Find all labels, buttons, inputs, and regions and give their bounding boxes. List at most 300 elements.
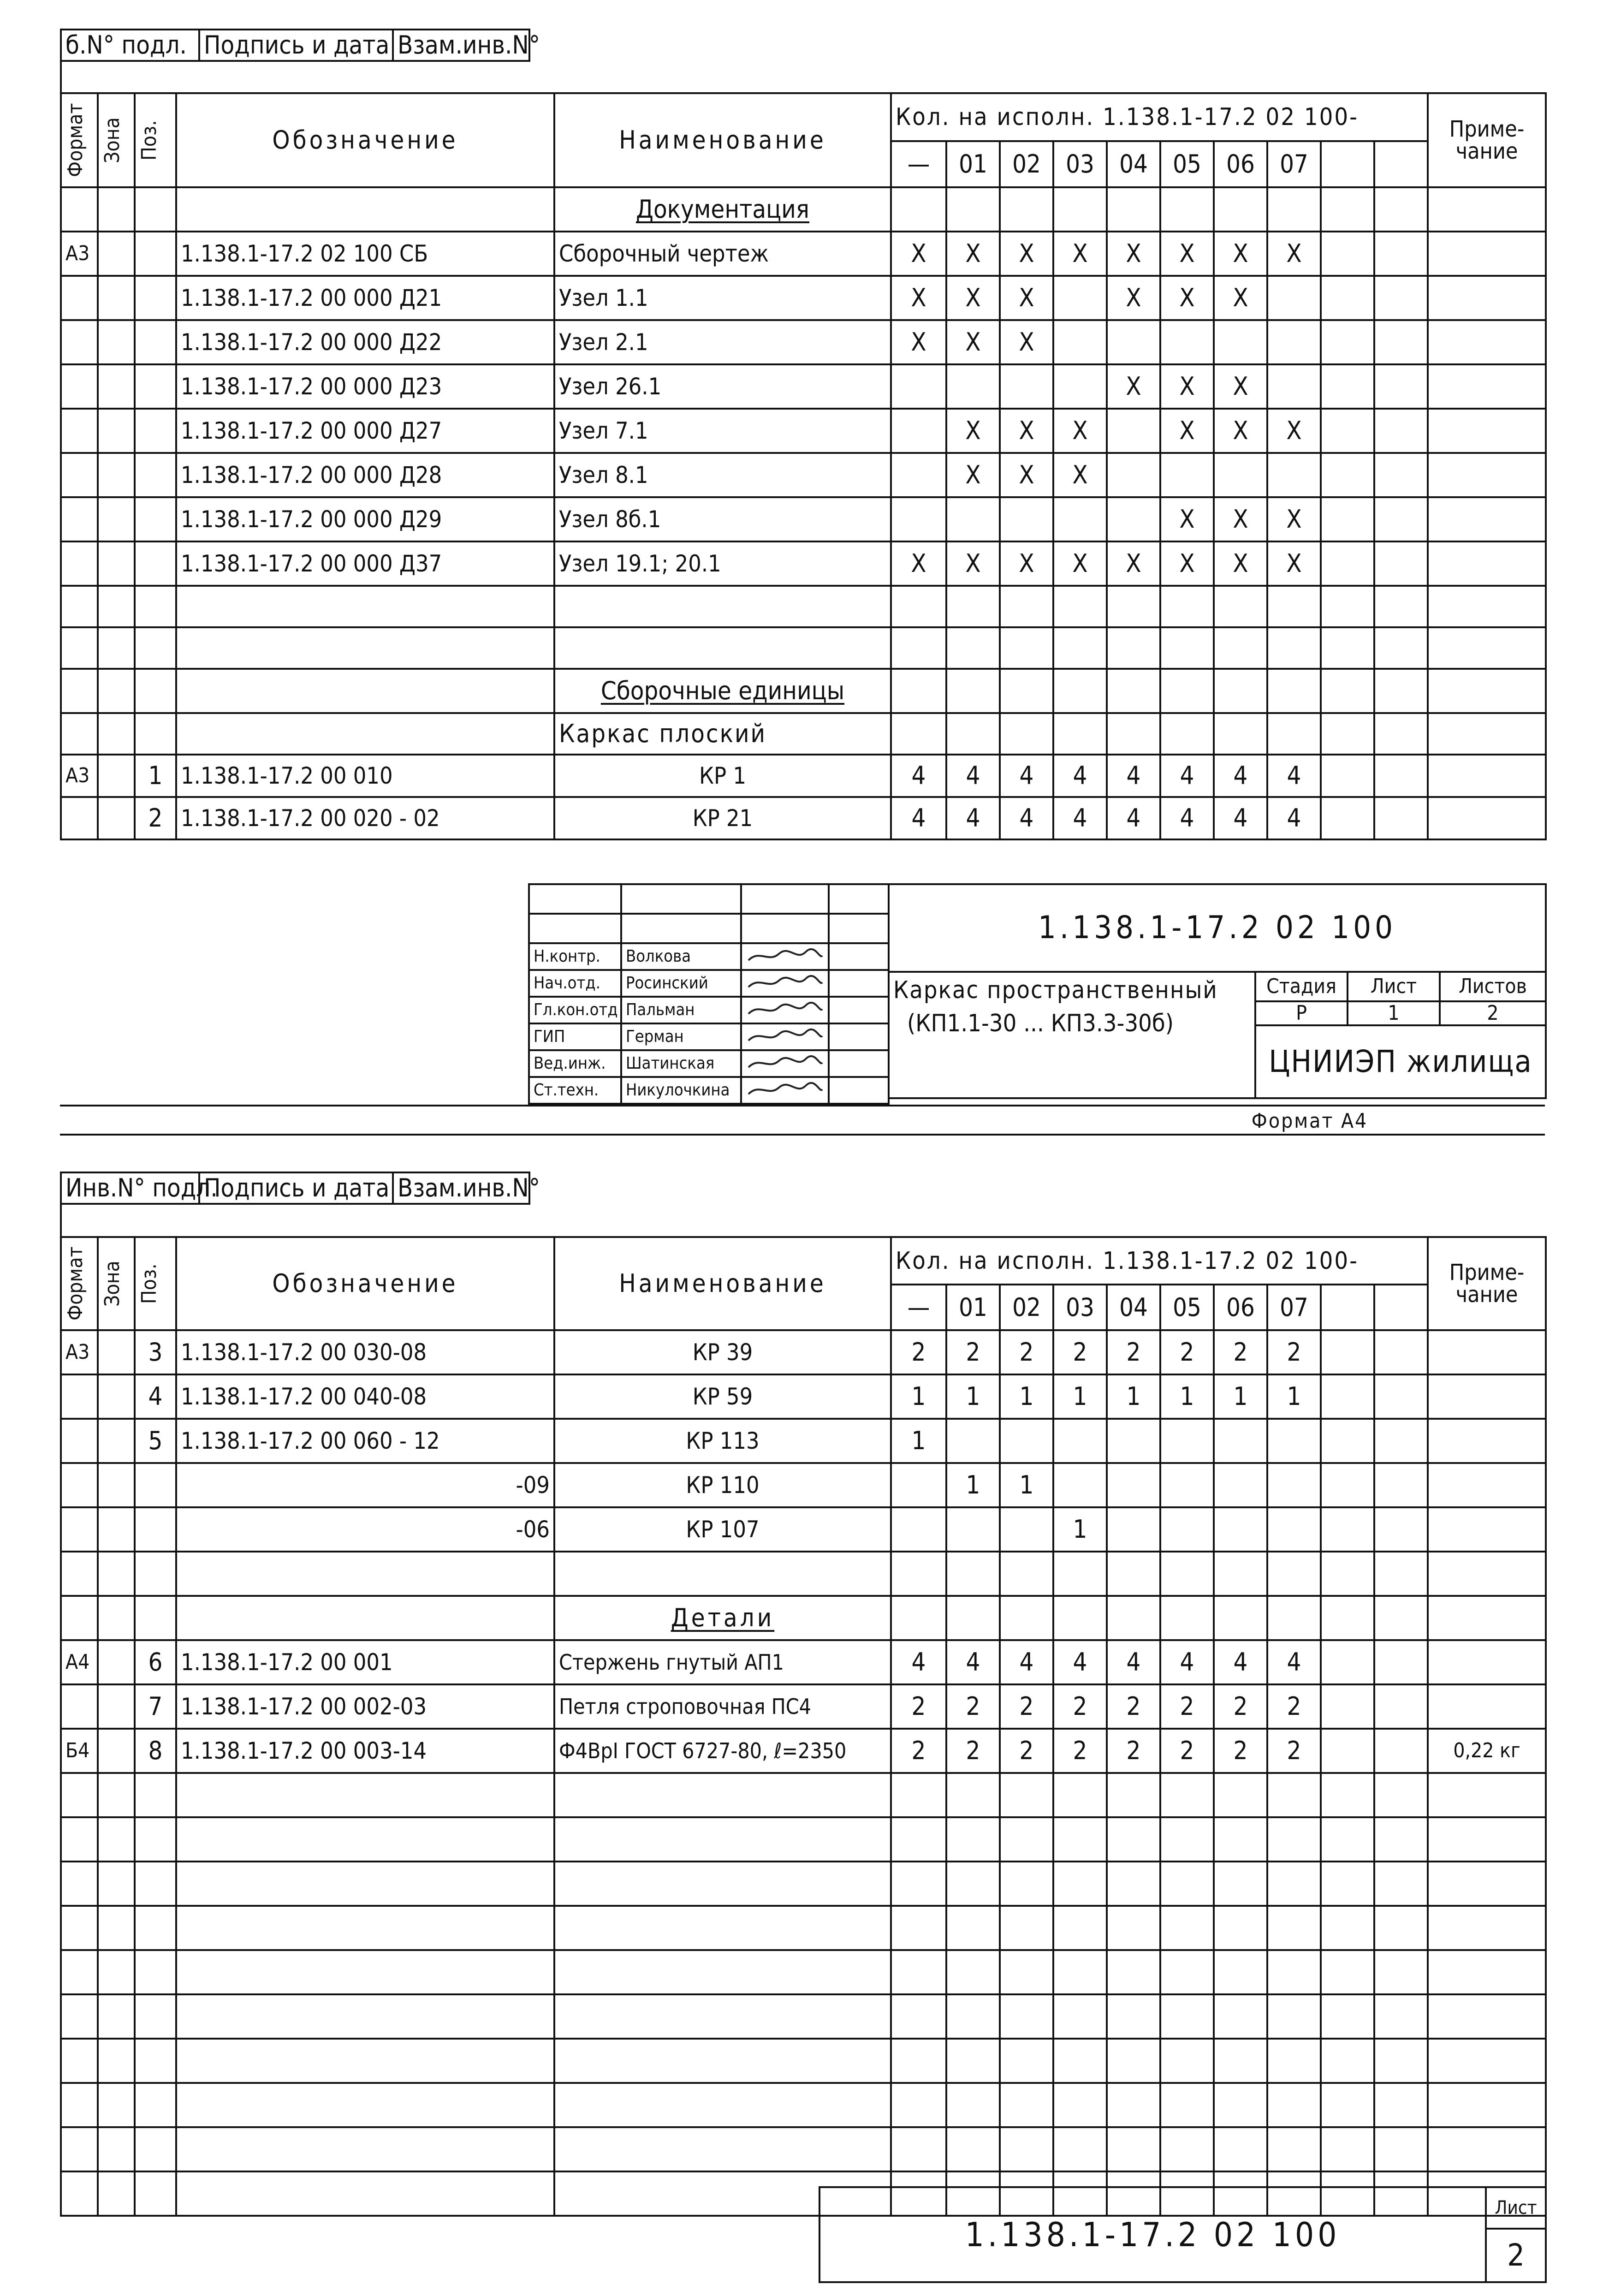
row-designation: 1.138.1-17.2 00 002-03 <box>176 1684 554 1729</box>
applicability-mark <box>891 497 946 541</box>
applicability-mark <box>1053 320 1107 364</box>
row-name: Узел 19.1; 20.1 <box>554 541 891 586</box>
cell <box>1374 1862 1428 1906</box>
row-designation: -09 <box>176 1463 554 1507</box>
cell <box>1374 2083 1428 2127</box>
signature-scribble <box>741 997 829 1023</box>
table-row <box>61 497 1546 541</box>
qty-cell: 1 <box>1107 1374 1160 1419</box>
applicability-mark <box>1267 453 1321 497</box>
row-name: КР 21 <box>554 797 891 839</box>
qty-cell: 4 <box>1107 797 1160 839</box>
col-qty-title: Кол. на исполн. 1.138.1-17.2 02 100- <box>891 93 1428 141</box>
qty-cell <box>1267 1419 1321 1463</box>
row-zone <box>98 1330 135 1374</box>
qty-cell <box>1267 1507 1321 1552</box>
qty-cell: 4 <box>1214 755 1267 797</box>
applicability-mark: X <box>1214 276 1267 320</box>
qty-cell <box>1374 1374 1428 1419</box>
cell <box>176 2039 554 2083</box>
variant-header: 01 <box>946 1285 1000 1330</box>
row-format <box>61 364 98 409</box>
qty-cell: 2 <box>1160 1684 1214 1729</box>
cell <box>1214 1817 1267 1862</box>
cell <box>1160 1817 1214 1862</box>
cell <box>946 2083 1000 2127</box>
col-pos: Поз. <box>135 1237 176 1330</box>
applicability-mark: X <box>1267 541 1321 586</box>
cell <box>1160 1994 1214 2039</box>
qty-cell <box>1160 1463 1214 1507</box>
applicability-mark: X <box>1267 232 1321 276</box>
signature-scribble <box>741 943 829 970</box>
row-pos: 7 <box>135 1684 176 1729</box>
qty-cell: 2 <box>1214 1729 1267 1773</box>
qty-cell: 1 <box>1160 1374 1214 1419</box>
applicability-mark <box>1107 409 1160 453</box>
qty-cell <box>1214 1507 1267 1552</box>
row-designation: 1.138.1-17.2 00 010 <box>176 755 554 797</box>
sheet-2 <box>0 1139 1597 2296</box>
empty-row <box>61 1817 1546 1862</box>
cell <box>61 1950 98 1994</box>
row-name: Узел 7.1 <box>554 409 891 453</box>
row-name: КР 110 <box>554 1463 891 1507</box>
variant-header: — <box>891 141 946 187</box>
cell <box>554 1773 891 1817</box>
cell <box>554 1994 891 2039</box>
cell <box>1214 1773 1267 1817</box>
row-name: Узел 8.1 <box>554 453 891 497</box>
qty-cell: 4 <box>946 755 1000 797</box>
row-pos: 2 <box>135 797 176 839</box>
cell <box>61 1773 98 1817</box>
cell <box>1053 2127 1107 2171</box>
qty-cell: 1 <box>1053 1507 1107 1552</box>
row-note <box>1428 364 1546 409</box>
cell <box>891 1906 946 1950</box>
qty-cell <box>1214 1419 1267 1463</box>
applicability-mark: X <box>946 232 1000 276</box>
cell <box>135 1817 176 1862</box>
signature-row <box>529 997 889 1023</box>
cell <box>98 2127 135 2171</box>
cell <box>135 1862 176 1906</box>
cell <box>1267 2127 1321 2171</box>
cell <box>1053 1906 1107 1950</box>
variant-header: — <box>891 1285 946 1330</box>
applicability-mark <box>946 364 1000 409</box>
qty-cell: 2 <box>946 1684 1000 1729</box>
row-name: Петля строповочная ПС4 <box>554 1684 891 1729</box>
cell <box>98 1994 135 2039</box>
qty-cell <box>1374 1419 1428 1463</box>
table-row <box>61 755 1546 797</box>
row-pos <box>135 409 176 453</box>
date-cell <box>829 943 889 970</box>
col-zone: Зона <box>98 1237 135 1330</box>
cell <box>135 1994 176 2039</box>
applicability-mark: X <box>946 541 1000 586</box>
applicability-mark: X <box>946 453 1000 497</box>
row-name: Ф4ВрI ГОСТ 6727-80, ℓ=2350 <box>554 1729 891 1773</box>
col-format: Формат <box>61 93 98 187</box>
documentation-rows <box>61 232 1546 586</box>
applicability-mark: X <box>1053 453 1107 497</box>
row-designation: 1.138.1-17.2 02 100 СБ <box>176 232 554 276</box>
qty-cell: 1 <box>1053 1374 1107 1419</box>
organization: ЦНИИЭП жилища <box>1255 1025 1546 1098</box>
table-row <box>61 1463 1546 1507</box>
cell <box>891 1817 946 1862</box>
qty-cell: 4 <box>1053 1640 1107 1684</box>
col-pos: Поз. <box>135 93 176 187</box>
signature-grid <box>528 883 890 1105</box>
cell <box>946 1950 1000 1994</box>
signature-row <box>529 970 889 997</box>
table-row <box>61 409 1546 453</box>
cell <box>98 1773 135 1817</box>
qty-cell <box>1374 1463 1428 1507</box>
person-role: Н.контр. <box>529 943 621 970</box>
qty-cell: 2 <box>891 1684 946 1729</box>
cell <box>1000 1950 1053 1994</box>
row-format <box>61 497 98 541</box>
cell <box>1321 2083 1374 2127</box>
applicability-mark: X <box>1160 497 1214 541</box>
cell <box>1107 2039 1160 2083</box>
footer-sheet-number: 2 <box>1486 2229 1546 2282</box>
cell <box>1267 1773 1321 1817</box>
row-name: Узел 1.1 <box>554 276 891 320</box>
qty-cell <box>1321 232 1374 276</box>
row-designation: 1.138.1-17.2 00 030-08 <box>176 1330 554 1374</box>
qty-cell <box>1321 797 1374 839</box>
qty-cell: 4 <box>1053 797 1107 839</box>
applicability-mark <box>1214 320 1267 364</box>
title-subtitle: (КП1.1-30 ... КП3.3-30б) <box>907 1010 1174 1037</box>
cell <box>1267 1817 1321 1862</box>
cell <box>554 1906 891 1950</box>
signature-row <box>529 1050 889 1077</box>
cell <box>135 2039 176 2083</box>
cell <box>1321 1906 1374 1950</box>
cell <box>1428 1950 1546 1994</box>
cell <box>1321 1862 1374 1906</box>
applicability-mark <box>891 453 946 497</box>
cell <box>891 1862 946 1906</box>
row-name: КР 107 <box>554 1507 891 1552</box>
person-name: Росинский <box>621 970 741 997</box>
qty-cell: 2 <box>1160 1330 1214 1374</box>
qty-cell <box>1321 1640 1374 1684</box>
applicability-mark: X <box>891 232 946 276</box>
applicability-mark: X <box>1053 232 1107 276</box>
person-role: Ст.техн. <box>529 1077 621 1104</box>
cell <box>1214 2083 1267 2127</box>
col-note: Приме-чание <box>1428 93 1546 187</box>
cell <box>1374 1773 1428 1817</box>
row-zone <box>98 1507 135 1552</box>
variant-header: 04 <box>1107 141 1160 187</box>
applicability-mark <box>946 497 1000 541</box>
row-zone <box>98 541 135 586</box>
row-name: Стержень гнутый АП1 <box>554 1640 891 1684</box>
top-label-strip <box>60 1172 540 1205</box>
row-format <box>61 1684 98 1729</box>
applicability-mark <box>1107 453 1160 497</box>
footer-sheet-label: Лист <box>1486 2187 1546 2229</box>
applicability-mark: X <box>1000 409 1053 453</box>
cell <box>891 2083 946 2127</box>
row-designation: 1.138.1-17.2 00 020 - 02 <box>176 797 554 839</box>
row-note <box>1428 232 1546 276</box>
row-designation: 1.138.1-17.2 00 000 Д27 <box>176 409 554 453</box>
qty-cell: 4 <box>891 755 946 797</box>
qty-cell: 2 <box>1267 1330 1321 1374</box>
applicability-mark: X <box>1107 276 1160 320</box>
qty-cell <box>1374 1640 1428 1684</box>
cell <box>1214 1906 1267 1950</box>
qty-cell: 1 <box>946 1463 1000 1507</box>
cell <box>61 1817 98 1862</box>
qty-cell: 2 <box>1000 1330 1053 1374</box>
qty-cell <box>1374 497 1428 541</box>
person-name: Пальман <box>621 997 741 1023</box>
applicability-mark: X <box>1000 232 1053 276</box>
table-row <box>61 541 1546 586</box>
cell <box>135 1773 176 1817</box>
qty-cell: 2 <box>1000 1729 1053 1773</box>
variant-header: 05 <box>1160 1285 1214 1330</box>
signature-scribble <box>741 1050 829 1077</box>
cell <box>1428 2127 1546 2171</box>
row-zone <box>98 1684 135 1729</box>
cell <box>1267 1950 1321 1994</box>
row-pos <box>135 364 176 409</box>
qty-cell <box>1321 541 1374 586</box>
row-zone <box>98 409 135 453</box>
row-designation: 1.138.1-17.2 00 040-08 <box>176 1374 554 1419</box>
qty-cell: 4 <box>1107 755 1160 797</box>
applicability-mark: X <box>946 409 1000 453</box>
row-format <box>61 1419 98 1463</box>
qty-cell <box>1160 1507 1214 1552</box>
cell <box>891 2039 946 2083</box>
cell <box>1053 1994 1107 2039</box>
cell <box>1428 1906 1546 1950</box>
qty-cell: 1 <box>1000 1374 1053 1419</box>
top-label-replace: Взам.инв.N° <box>393 30 529 61</box>
applicability-mark: X <box>1053 409 1107 453</box>
cell <box>946 2039 1000 2083</box>
cell <box>1214 2039 1267 2083</box>
applicability-mark <box>1160 453 1214 497</box>
row-pos <box>135 497 176 541</box>
empty-row <box>61 1773 1546 1817</box>
cell <box>1053 2039 1107 2083</box>
qty-cell: 4 <box>891 797 946 839</box>
cell <box>176 2127 554 2171</box>
row-name: Узел 26.1 <box>554 364 891 409</box>
qty-cell <box>1321 497 1374 541</box>
cell <box>176 1817 554 1862</box>
empty-row <box>61 2083 1546 2127</box>
applicability-mark: X <box>891 320 946 364</box>
qty-cell: 2 <box>1214 1684 1267 1729</box>
row-note <box>1428 409 1546 453</box>
cell <box>176 1862 554 1906</box>
cell <box>946 2127 1000 2171</box>
table-row <box>61 232 1546 276</box>
qty-cell <box>1374 1729 1428 1773</box>
row-format <box>61 797 98 839</box>
col-name: Наименование <box>554 1237 891 1330</box>
row-format <box>61 409 98 453</box>
cell <box>891 1950 946 1994</box>
row-designation: 1.138.1-17.2 00 000 Д22 <box>176 320 554 364</box>
top-label-sign: Подпись и дата <box>199 1172 393 1204</box>
qty-cell: 2 <box>1000 1684 1053 1729</box>
date-cell <box>829 997 889 1023</box>
row-format <box>61 1374 98 1419</box>
table-row <box>61 453 1546 497</box>
cell <box>946 1817 1000 1862</box>
row-zone <box>98 755 135 797</box>
applicability-mark: X <box>1000 541 1053 586</box>
title-name: Каркас пространственный <box>893 976 1218 1004</box>
row-zone <box>98 453 135 497</box>
qty-cell <box>1160 1419 1214 1463</box>
qty-cell: 2 <box>891 1330 946 1374</box>
row-format <box>61 453 98 497</box>
qty-cell: 2 <box>1107 1684 1160 1729</box>
person-role: Нач.отд. <box>529 970 621 997</box>
qty-cell <box>1374 1684 1428 1729</box>
cell <box>1000 1862 1053 1906</box>
table-row <box>61 1507 1546 1552</box>
qty-cell <box>1000 1507 1053 1552</box>
qty-cell <box>1321 1507 1374 1552</box>
cell <box>1160 1906 1214 1950</box>
person-name: Шатинская <box>621 1050 741 1077</box>
cell <box>1267 2083 1321 2127</box>
cell <box>176 1950 554 1994</box>
variant-header: 07 <box>1267 141 1321 187</box>
signature-row <box>529 1077 889 1104</box>
cell <box>946 1773 1000 1817</box>
row-zone <box>98 232 135 276</box>
applicability-mark <box>1053 497 1107 541</box>
top-label-sign: Подпись и дата <box>199 30 393 61</box>
cell <box>1000 2083 1053 2127</box>
qty-cell <box>1107 1463 1160 1507</box>
signature-scribble <box>741 970 829 997</box>
sheets-label: Листов <box>1440 972 1546 1001</box>
cell <box>98 1862 135 1906</box>
qty-cell <box>1321 1463 1374 1507</box>
assembly-rows <box>61 1330 1546 1552</box>
applicability-mark <box>1107 497 1160 541</box>
qty-cell <box>1267 1463 1321 1507</box>
row-note <box>1428 755 1546 797</box>
cell <box>1428 1773 1546 1817</box>
qty-cell: 1 <box>946 1374 1000 1419</box>
row-format <box>61 320 98 364</box>
qty-cell: 4 <box>1267 797 1321 839</box>
row-note <box>1428 276 1546 320</box>
cell <box>1428 2039 1546 2083</box>
qty-cell <box>1321 409 1374 453</box>
qty-cell: 1 <box>891 1374 946 1419</box>
cell <box>135 2171 176 2216</box>
variant-header: 06 <box>1214 1285 1267 1330</box>
cell <box>176 1773 554 1817</box>
cell <box>176 2171 554 2216</box>
applicability-mark: X <box>1160 409 1214 453</box>
row-designation: -06 <box>176 1507 554 1552</box>
row-note <box>1428 453 1546 497</box>
qty-cell: 4 <box>946 797 1000 839</box>
qty-cell: 4 <box>1160 797 1214 839</box>
row-zone <box>98 497 135 541</box>
qty-cell <box>1053 1463 1107 1507</box>
cell <box>1107 1862 1160 1906</box>
table-row <box>61 1729 1546 1773</box>
cell <box>891 1994 946 2039</box>
sheet-value: 1 <box>1348 1001 1440 1025</box>
cell <box>1000 2127 1053 2171</box>
qty-cell <box>1107 1507 1160 1552</box>
sheet-label: Лист <box>1348 972 1440 1001</box>
row-zone <box>98 1729 135 1773</box>
cell <box>1107 1773 1160 1817</box>
cell <box>1000 1994 1053 2039</box>
cell <box>135 2127 176 2171</box>
empty-row <box>61 1862 1546 1906</box>
qty-cell <box>1374 409 1428 453</box>
cell <box>1053 1950 1107 1994</box>
cell <box>1053 1862 1107 1906</box>
qty-cell <box>1321 276 1374 320</box>
row-pos <box>135 453 176 497</box>
table-row <box>61 1640 1546 1684</box>
cell <box>554 2039 891 2083</box>
row-name: Узел 2.1 <box>554 320 891 364</box>
row-note <box>1428 1684 1546 1729</box>
qty-cell: 2 <box>1160 1729 1214 1773</box>
row-pos: 1 <box>135 755 176 797</box>
stage-value: Р <box>1255 1001 1348 1025</box>
detail-rows <box>61 1640 1546 1773</box>
row-format: А3 <box>61 755 98 797</box>
cell <box>1428 2083 1546 2127</box>
qty-cell <box>1000 1419 1053 1463</box>
qty-cell <box>1374 541 1428 586</box>
row-designation: 1.138.1-17.2 00 000 Д37 <box>176 541 554 586</box>
qty-cell: 4 <box>1000 1640 1053 1684</box>
row-pos <box>135 276 176 320</box>
row-pos: 8 <box>135 1729 176 1773</box>
cell <box>1321 1817 1374 1862</box>
col-designation: Обозначение <box>176 1237 554 1330</box>
cell <box>1214 1950 1267 1994</box>
cell <box>135 2083 176 2127</box>
row-designation: 1.138.1-17.2 00 001 <box>176 1640 554 1684</box>
applicability-mark: X <box>1107 541 1160 586</box>
top-label-replace: Взам.инв.N° <box>393 1172 529 1204</box>
qty-cell <box>1374 755 1428 797</box>
